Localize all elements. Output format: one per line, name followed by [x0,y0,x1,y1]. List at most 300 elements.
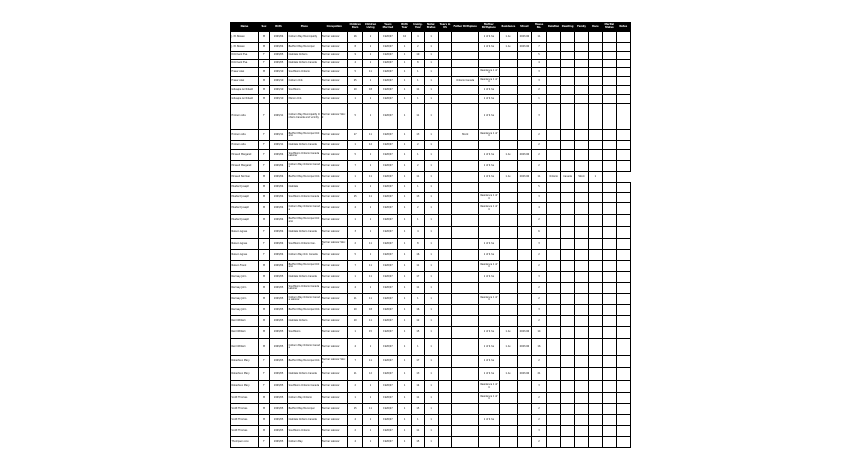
table-cell [547,404,561,415]
table-cell [616,272,630,283]
table-cell [588,86,602,95]
table-cell: 1903/04 [270,193,288,203]
table-cell: 1 of 4 ha [478,250,499,261]
table-cell: Farmer Laborer [321,95,347,104]
table-cell: 1 [363,415,378,426]
table-cell: 15 [412,327,425,339]
table-cell: 1 [398,203,412,215]
table-cell: 1 [363,215,378,227]
table-row [231,283,631,294]
table-cell: 11 [363,356,378,368]
table-cell: 4 [412,227,425,239]
table-row [231,130,631,141]
table-cell: Gillespie Archibald [231,86,259,95]
table-cell: 1 [424,215,438,227]
table-cell: F [258,60,269,68]
table-cell [547,368,561,381]
table-cell [602,415,616,426]
table-cell: Colburn Bay Municipality [288,32,321,43]
table-cell: 1920/07 [378,250,398,261]
table-cell [438,43,452,52]
table-cell: 1 [412,77,425,86]
table-cell: 1920/07 [378,437,398,448]
table-cell [575,437,589,448]
table-cell [588,43,602,52]
table-cell: Farmer Laborer Stock [321,239,347,250]
table-cell: 1 [398,193,412,203]
table-cell: 1 of 4 ha [478,272,499,283]
table-cell: 4 [348,283,363,294]
table-cell: 1 [363,339,378,356]
table-cell [478,305,499,316]
table-cell: 4 [531,203,546,215]
table-cell: 1 [363,104,378,130]
table-cell [499,316,517,327]
table-row [231,193,631,203]
table-row [231,305,631,316]
table-cell: M [258,272,269,283]
table-cell [452,239,478,250]
table-cell [575,193,589,203]
table-cell [547,437,561,448]
table-cell: 1 [424,250,438,261]
table-cell: Fraser Alex [231,68,259,77]
table-cell: 8 [412,60,425,68]
table-cell [575,239,589,250]
table-cell: 4 [531,60,546,68]
table-cell [616,150,630,161]
table-row [231,77,631,86]
table-cell: 2 [348,381,363,393]
table-cell [575,43,589,52]
table-cell [547,272,561,283]
table-cell: 11 [412,104,425,130]
table-cell [602,203,616,215]
table-cell [452,150,478,161]
table-cell: Bedford Bay Municipal Ontario [288,215,321,227]
table-cell: 1 [398,404,412,415]
table-cell [438,52,452,60]
table-cell: 1920/07 [378,203,398,215]
table-cell [561,272,575,283]
table-cell: Southboro Ontario Canada [288,381,321,393]
table-cell: 1 [398,261,412,272]
table-row [231,437,631,448]
table-cell [499,283,517,294]
table-cell [561,415,575,426]
table-cell [561,356,575,368]
table-cell: 1 [424,283,438,294]
table-cell: M [258,193,269,203]
table-cell [602,215,616,227]
table-cell [547,327,561,339]
table-cell [478,215,499,227]
table-cell: 1 [398,250,412,261]
table-cell [438,415,452,426]
table-cell: 2 [531,86,546,95]
table-cell [561,130,575,141]
table-cell: 1 [398,104,412,130]
column-header: Notes [616,23,630,32]
table-cell: M [258,172,269,183]
table-cell: Residence 1 of 4 [478,193,499,203]
table-cell: Mustard Joseph [231,203,259,215]
table-cell [547,261,561,272]
table-cell [602,52,616,60]
table-cell: 1 [588,172,602,183]
table-cell [575,130,589,141]
table-cell [452,261,478,272]
table-cell: Reid William [231,316,259,327]
table-cell: 1 of 4 ha [478,239,499,250]
table-row [231,356,631,368]
table-cell: Farmer Laborer [321,193,347,203]
table-cell: 25 [348,77,363,86]
table-cell [438,183,452,193]
table-cell: Farmer Laborer [321,250,347,261]
table-cell [561,239,575,250]
table-cell: 1 Ac. [499,368,517,381]
table-cell: Residence 1 of 4 [478,261,499,272]
table-cell [602,172,616,183]
table-cell: 1 [363,60,378,68]
table-cell [452,193,478,203]
table-cell [561,316,575,327]
table-cell: 1903/05 [270,52,288,60]
records-table [230,22,631,448]
table-cell [438,305,452,316]
table-cell: Bedford Bay Municipal Ont. [288,305,321,316]
table-cell: 10 [348,316,363,327]
table-cell [575,261,589,272]
table-cell [517,86,531,95]
table-cell [452,203,478,215]
table-cell: 1 [398,77,412,86]
table-cell: Colburn Bay Ontario Canada Laborer [288,294,321,305]
table-cell: 11 [363,404,378,415]
table-cell: 1 [363,95,378,104]
table-cell: 1903/05 [270,327,288,339]
table-cell: 1903/05 [270,381,288,393]
column-header: Father Birthplace [452,23,478,32]
table-cell: 1 [398,356,412,368]
table-cell: 12 [363,368,378,381]
table-cell: Farmer Laborer [321,32,347,43]
table-cell [588,393,602,404]
table-cell: Residence 1 of 4 [478,68,499,77]
table-cell: 17 [412,356,425,368]
table-cell [438,104,452,130]
table-cell: Ontario [547,172,561,183]
table-cell [438,294,452,305]
table-row [231,32,631,43]
table-cell [575,77,589,86]
table-cell: 1 [398,327,412,339]
table-cell [452,60,478,68]
table-cell: 2 [531,215,546,227]
table-cell: 1903/05 [270,356,288,368]
table-cell: 1 Ac. [499,172,517,183]
table-cell [438,172,452,183]
table-cell [438,283,452,294]
table-cell: 1 of 4 ha [478,32,499,43]
table-cell [517,95,531,104]
table-cell [561,437,575,448]
table-cell [575,227,589,239]
table-cell: 1903/05 [270,393,288,404]
table-row [231,95,631,104]
table-cell [517,356,531,368]
table-cell [499,130,517,141]
table-cell: 7 [348,161,363,172]
table-cell: 1920/07 [378,261,398,272]
table-cell [588,305,602,316]
table-cell: M [258,95,269,104]
table-cell: McLeod Margaret [231,150,259,161]
table-cell [588,95,602,104]
table-cell [588,250,602,261]
column-header: Years in US [438,23,452,32]
table-cell: 21 [531,368,546,381]
table-cell: M [258,183,269,193]
table-cell [588,356,602,368]
table-cell [602,327,616,339]
table-cell: J. M. Bowen [231,32,259,43]
table-cell [499,203,517,215]
table-cell: 2 [531,404,546,415]
table-cell [616,141,630,150]
table-cell: 12 [363,141,378,150]
table-cell: 2 [348,426,363,437]
table-cell: 1920/07 [378,77,398,86]
table-cell [517,203,531,215]
table-cell: 3 [531,272,546,283]
table-cell: Colburn Bay Ontario Canada [288,161,321,172]
table-cell: 1 [424,172,438,183]
table-cell [561,183,575,193]
table-cell: 2 [531,316,546,327]
table-cell: Oakdale Ontario [288,52,321,60]
table-cell [499,415,517,426]
table-cell [547,32,561,43]
table-cell: 1903/04 [270,239,288,250]
table-cell [499,141,517,150]
table-row [231,203,631,215]
table-cell: 1 [424,426,438,437]
table-cell [517,415,531,426]
table-cell [561,150,575,161]
table-cell: 1 [412,183,425,193]
table-cell: 7 [348,356,363,368]
table-cell [588,60,602,68]
table-cell [478,404,499,415]
table-cell [547,141,561,150]
table-row [231,415,631,426]
table-cell [452,52,478,60]
table-cell: 1 of 4 ha [478,172,499,183]
table-cell: 1903/04 [270,183,288,193]
table-cell: 15 [348,404,363,415]
table-cell: 1 [424,294,438,305]
table-cell: F [258,104,269,130]
table-cell: 1903/11 [270,104,288,130]
table-cell: 3 [531,381,546,393]
table-cell: 2023.06 [517,368,531,381]
table-row [231,368,631,381]
table-cell: 1 [363,250,378,261]
table-cell: 1 [398,437,412,448]
table-cell [588,327,602,339]
table-cell: 5 [348,250,363,261]
table-cell [438,339,452,356]
table-cell [616,161,630,172]
table-cell: 18 [363,86,378,95]
table-cell: 1903/05 [270,294,288,305]
table-cell: 1 [348,95,363,104]
table-cell [588,130,602,141]
table-cell [602,193,616,203]
table-cell [602,393,616,404]
table-cell [561,393,575,404]
table-cell: 7 [348,261,363,272]
table-cell: 1 [424,415,438,426]
table-cell [517,77,531,86]
table-cell [499,261,517,272]
table-cell: Residence 1 of 4 [478,130,499,141]
table-body [231,32,631,448]
table-cell: 11 [412,393,425,404]
table-cell [547,183,561,193]
table-cell [452,68,478,77]
table-cell: 1 of 4 ha [478,415,499,426]
table-cell: 2023.06 [517,172,531,183]
table-cell: 1903/04 [270,150,288,161]
table-cell [547,393,561,404]
table-cell [499,356,517,368]
column-header: Birth [270,23,288,32]
table-cell: F [258,381,269,393]
table-cell: Mustard Joseph [231,215,259,227]
table-cell: Hickson Ada [231,104,259,130]
table-cell [588,183,602,193]
table-row [231,339,631,356]
table-cell [616,404,630,415]
table-cell: M [258,86,269,95]
table-cell [547,43,561,52]
table-cell: Colburn Bay Ontario Canada [288,203,321,215]
table-cell [499,227,517,239]
table-cell: 2 [412,161,425,172]
table-cell [602,150,616,161]
table-cell: 11 [412,283,425,294]
table-cell: 1 [363,43,378,52]
table-cell [602,130,616,141]
table-cell [602,426,616,437]
table-cell [452,86,478,95]
column-header: Race [588,23,602,32]
table-cell [616,68,630,77]
table-cell [452,305,478,316]
table-cell: 1 [412,339,425,356]
table-cell: 8 [412,239,425,250]
table-cell: Mustard Joseph [231,193,259,203]
table-cell: 11 [531,172,546,183]
table-cell [575,250,589,261]
table-cell: Oakdale [288,183,321,193]
table-cell: Farmer Laborer [321,327,347,339]
table-cell [499,161,517,172]
table-cell [616,356,630,368]
table-row [231,215,631,227]
table-cell: 1 [424,272,438,283]
table-cell: 1 [424,130,438,141]
table-cell [561,381,575,393]
table-cell: Dimmack Eva [231,60,259,68]
table-cell: Oakdale Ontario Canada [288,272,321,283]
table-cell [602,272,616,283]
table-cell: 1 Ac. [499,327,517,339]
table-cell: Southboro Ontario Canada [288,193,321,203]
table-cell: 1 of 4 ha [478,150,499,161]
table-cell: Farmer Laborer [321,305,347,316]
table-cell: 5 [348,104,363,130]
table-cell: Farmer Laborer [321,227,347,239]
table-cell: 1903/05 [270,305,288,316]
table-row [231,327,631,339]
table-cell: 1920/07 [378,426,398,437]
table-cell: 1 [424,52,438,60]
table-cell [499,426,517,437]
table-cell: 1 of 4 ha [478,368,499,381]
table-cell [616,283,630,294]
table-cell: M [258,203,269,215]
table-cell: Farmer Laborer [321,368,347,381]
table-cell: 2 [531,294,546,305]
table-cell [588,239,602,250]
table-cell: Hickson Ada [231,130,259,141]
table-cell [499,294,517,305]
table-cell [547,381,561,393]
table-cell [588,381,602,393]
table-cell: 1920/07 [378,183,398,193]
table-cell: 1920/07 [378,239,398,250]
table-cell: 16 [348,32,363,43]
table-cell [602,356,616,368]
table-cell [499,86,517,95]
table-cell [499,183,517,193]
table-cell: Gillespie Archibald [231,95,259,104]
table-cell [588,261,602,272]
table-cell [517,183,531,193]
table-cell [517,250,531,261]
table-cell: Farmer Laborer [321,68,347,77]
table-cell: Farmer Laborer [321,339,347,356]
table-cell [616,261,630,272]
table-row [231,426,631,437]
table-cell [602,86,616,95]
table-cell: 1 [424,261,438,272]
table-cell: 1 of 4 ha [478,327,499,339]
table-cell: Farmer Laborer [321,283,347,294]
table-cell: F [258,52,269,60]
table-cell [561,215,575,227]
table-cell: 1 [424,60,438,68]
table-cell [616,215,630,227]
table-cell: Farmer Laborer Stock [321,104,347,130]
table-cell [499,215,517,227]
table-cell [588,294,602,305]
table-cell: 1 [363,161,378,172]
